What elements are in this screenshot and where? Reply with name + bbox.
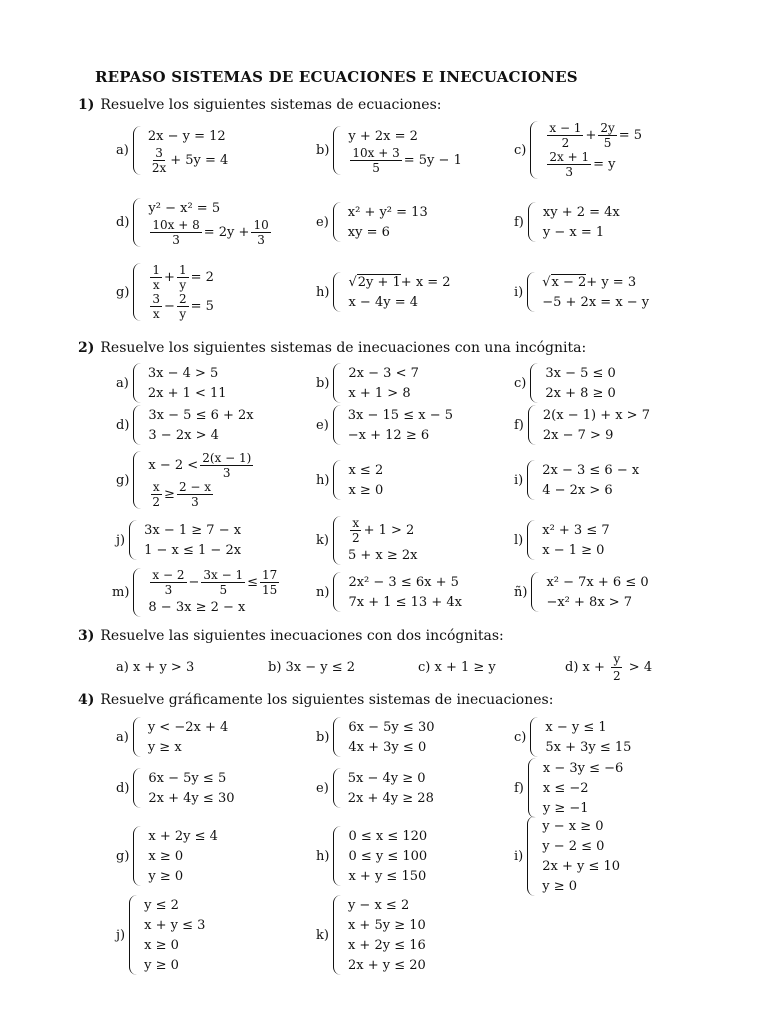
- equation-line: 3x − 1 ≥ 7 − x: [144, 522, 242, 538]
- system-4-k: [316, 895, 426, 975]
- equation-line: y ≤ 2: [144, 897, 179, 913]
- section-number: 3): [78, 628, 95, 644]
- exercise-label: b): [316, 729, 330, 745]
- fraction: $\frac{x - 1}{2}$: [549, 121, 582, 150]
- equation-line: xy + 2 = 4x: [542, 204, 620, 220]
- exercise-label: k): [316, 533, 329, 548]
- exercise-label: g): [116, 284, 130, 300]
- section-number: 1): [78, 97, 95, 113]
- exercise-label: h): [316, 284, 330, 300]
- fraction: $\frac{1}{y}$: [178, 263, 187, 292]
- section-4-heading: [78, 692, 553, 708]
- equation-line: $\frac{x}{2}$ ≥ $\frac{2 - x}{3}$: [152, 480, 212, 509]
- exercise-label: i): [514, 848, 524, 864]
- exercise-label: j): [116, 927, 126, 943]
- equation-line: 5x − 4y ≥ 0: [347, 770, 426, 786]
- equation-line: 2x + 4y ≤ 30: [148, 790, 235, 806]
- equation-line: y ≥ 0: [542, 878, 578, 894]
- fraction: $\frac{3}{2x}$: [151, 146, 167, 175]
- exercise-label: g): [116, 848, 130, 864]
- equation-line: x + y ≤ 3: [144, 917, 206, 933]
- exercise-label: i): [514, 284, 524, 300]
- equation-line: 0 ≤ y ≤ 100: [348, 848, 428, 864]
- equation-line: 3x − 5 ≤ 0: [545, 365, 616, 381]
- equation-line: x² + y² = 13: [347, 204, 428, 220]
- exercise-label: b): [316, 375, 330, 391]
- left-brace-icon: [333, 126, 341, 175]
- equation-line: −x + 12 ≥ 6: [347, 427, 430, 443]
- equation-line: $\frac{1}{x}$ + $\frac{1}{y}$ = 2: [152, 263, 214, 292]
- equation-line: $\frac{10x + 8}{3}$ = 2y + $\frac{10}{3}$: [152, 218, 269, 247]
- system-1-h: [316, 272, 451, 312]
- section-text: Resuelve gráficamente los siguientes sistemas de inecuaciones:: [100, 692, 554, 708]
- left-brace-icon: [333, 717, 341, 757]
- left-brace-icon: [530, 363, 538, 403]
- equation-line: x − 3y ≤ −6: [542, 760, 624, 776]
- section-1-heading: [78, 97, 441, 113]
- equation-line: x ≤ −2: [542, 780, 589, 796]
- equation-line: 2x + y ≤ 20: [347, 957, 426, 973]
- system-2-i: [514, 460, 639, 500]
- equation-line: x + 1 > 8: [348, 385, 411, 401]
- left-brace-icon: [528, 405, 536, 445]
- left-brace-icon: [333, 272, 341, 312]
- exercise-label: a): [116, 375, 129, 391]
- equation-line: y − x ≤ 2: [347, 897, 410, 913]
- equation-line: 2(x − 1) + x > 7: [542, 407, 650, 423]
- inequality-a: a) x + y > 3: [116, 660, 195, 675]
- equation-line: 3x − 4 > 5: [147, 365, 219, 381]
- equation-line: y ≥ x: [147, 739, 182, 755]
- equation-line: 2x + 8 ≥ 0: [545, 385, 616, 401]
- left-brace-icon: [133, 451, 141, 509]
- equation-line: $\frac{3}{x}$ − $\frac{2}{y}$ = 5: [152, 292, 214, 321]
- exercise-label: e): [316, 780, 329, 796]
- left-brace-icon: [530, 717, 538, 757]
- left-brace-icon: [333, 405, 341, 445]
- equation-line: 4x + 3y ≤ 0: [348, 739, 427, 755]
- section-2-heading: [78, 340, 586, 356]
- equation-line: y − 2 ≤ 0: [542, 838, 605, 854]
- system-2-f: [514, 405, 650, 445]
- equation-line: y ≥ 0: [148, 868, 184, 884]
- fraction: $\frac{1}{x}$: [152, 263, 161, 292]
- page-title: REPASO SISTEMAS DE ECUACIONES E INECUACIONES: [95, 68, 578, 86]
- left-brace-icon: [528, 758, 536, 818]
- system-1-e: [316, 202, 428, 242]
- section-text: Resuelve las siguientes inecuaciones con dos incógnitas:: [100, 628, 504, 644]
- fraction: $\frac{2 - x}{3}$: [178, 480, 212, 509]
- system-2-d: [116, 405, 254, 445]
- equation-line: x + 2y ≤ 4: [148, 828, 218, 844]
- equation-line: x ≤ 2: [348, 462, 384, 478]
- equation-line: x − 2 < $\frac{2(x - 1)}{3}$: [148, 451, 252, 480]
- equation-line: x ≥ 0: [144, 937, 179, 953]
- equation-line: 2x + 1 < 11: [147, 385, 227, 401]
- fraction: $\frac{2x + 1}{3}$: [549, 150, 590, 179]
- system-1-b: [316, 126, 462, 175]
- left-brace-icon: [133, 405, 141, 445]
- equation-line: x ≥ 0: [148, 848, 184, 864]
- exercise-label: i): [514, 472, 524, 488]
- exercise-label: d): [116, 215, 130, 230]
- left-brace-icon: [333, 826, 341, 886]
- fraction: $\frac{x}{2}$: [351, 516, 360, 545]
- exercise-label: c): [514, 142, 527, 158]
- system-2-m: [112, 568, 281, 617]
- equation-line: xy = 6: [347, 224, 390, 240]
- left-brace-icon: [333, 516, 341, 565]
- equation-line: 3 − 2x > 4: [148, 427, 219, 443]
- system-2-h: [316, 460, 383, 500]
- exercise-label: m): [112, 585, 130, 600]
- system-2-j: [116, 520, 241, 560]
- equation-line: 5x + 3y ≤ 15: [545, 739, 632, 755]
- left-brace-icon: [527, 460, 535, 500]
- equation-line: x + 5y ≥ 10: [347, 917, 426, 933]
- left-brace-icon: [133, 717, 141, 757]
- exercise-label: a): [116, 729, 129, 745]
- fraction: $\frac{10x + 8}{3}$: [152, 218, 200, 247]
- left-brace-icon: [528, 202, 536, 242]
- equation-line: y ≥ 0: [144, 957, 179, 973]
- system-4-e: [316, 768, 434, 808]
- equation-line: 7x + 1 ≤ 13 + 4x: [348, 594, 462, 610]
- fraction: $\frac{3}{x}$: [152, 292, 161, 321]
- equation-line: 6x − 5y ≤ 5: [148, 770, 227, 786]
- left-brace-icon: [527, 272, 535, 312]
- equation-line: 2x − 7 > 9: [542, 427, 614, 443]
- equation-line: −5 + 2x = x − y: [542, 294, 650, 310]
- system-2-b: [316, 363, 419, 403]
- equation-line: 8 − 3x ≥ 2 − x: [148, 599, 246, 615]
- system-4-f: [514, 758, 623, 818]
- system-2-g: [116, 451, 255, 509]
- fraction: $\frac{3x - 1}{5}$: [203, 568, 244, 597]
- left-brace-icon: [527, 816, 535, 896]
- system-2-l: [514, 520, 610, 560]
- left-brace-icon: [333, 363, 341, 403]
- equation-line: 3x − 15 ≤ x − 5: [347, 407, 453, 423]
- exercise-label: c): [514, 375, 527, 391]
- left-brace-icon: [133, 263, 141, 321]
- equation-line: 1 − x ≤ 1 − 2x: [144, 542, 242, 558]
- equation-line: −x² + 8x > 7: [546, 594, 633, 610]
- left-brace-icon: [527, 520, 535, 560]
- left-brace-icon: [133, 126, 141, 175]
- system-2-a: [116, 363, 227, 403]
- left-brace-icon: [133, 568, 141, 617]
- left-brace-icon: [530, 121, 538, 179]
- left-brace-icon: [133, 826, 141, 886]
- left-brace-icon: [129, 520, 137, 560]
- equation-line: y − x ≥ 0: [542, 818, 604, 834]
- system-1-a: [116, 126, 228, 175]
- left-brace-icon: [333, 202, 341, 242]
- equation-line: y < −2x + 4: [147, 719, 229, 735]
- equation-line: x − y ≤ 1: [545, 719, 607, 735]
- system-2-ñ: [514, 572, 649, 612]
- equation-line: $\frac{10x + 3}{5}$ = 5y − 1: [352, 146, 462, 175]
- equation-line: $\frac{3}{2x}$ + 5y = 4: [151, 146, 229, 175]
- exercise-label: d): [116, 780, 130, 796]
- system-1-i: [514, 272, 649, 312]
- system-4-j: [116, 895, 205, 975]
- equation-line: $\frac{2x + 1}{3}$ = y: [549, 150, 616, 179]
- exercise-label: f): [514, 780, 524, 796]
- left-brace-icon: [129, 895, 137, 975]
- equation-line: y + 2x = 2: [348, 128, 418, 144]
- equation-line: 3x − 5 ≤ 6 + 2x: [148, 407, 254, 423]
- equation-line: x + 2y ≤ 16: [347, 937, 426, 953]
- equation-line: x² − 7x + 6 ≤ 0: [546, 574, 649, 590]
- equation-line: 2x + y ≤ 10: [542, 858, 621, 874]
- exercise-label: h): [316, 472, 330, 488]
- fraction: $\frac{x}{2}$: [152, 480, 161, 509]
- section-3-heading: [78, 628, 504, 644]
- system-2-c: [514, 363, 616, 403]
- equation-line: 2x − y = 12: [147, 128, 226, 144]
- equation-line: 2x² − 3 ≤ 6x + 5: [348, 574, 459, 590]
- equation-line: x ≥ 0: [348, 482, 384, 498]
- exercise-label: ñ): [514, 584, 528, 600]
- exercise-label: e): [316, 417, 329, 433]
- system-4-g: [116, 826, 218, 886]
- system-1-c: [514, 121, 642, 179]
- fraction: $\frac{2}{y}$: [178, 292, 187, 321]
- exercise-label: f): [514, 214, 524, 230]
- system-1-d: [116, 198, 273, 247]
- section-number: 4): [78, 692, 95, 708]
- equation-line: y ≥ −1: [542, 800, 589, 816]
- exercise-label: d): [116, 417, 130, 433]
- equation-line: 5 + x ≥ 2x: [347, 547, 418, 563]
- system-4-i: [514, 816, 620, 896]
- system-2-e: [316, 405, 453, 445]
- equation-line: y − x = 1: [542, 224, 605, 240]
- exercise-label: h): [316, 848, 330, 864]
- equation-line: √2y + 1 + x = 2: [348, 274, 451, 290]
- section-text: Resuelve los siguientes sistemas de ecuaciones:: [100, 97, 442, 113]
- exercise-label: g): [116, 472, 130, 488]
- exercise-label: k): [316, 927, 329, 943]
- section-number: 2): [78, 340, 95, 356]
- left-brace-icon: [531, 572, 539, 612]
- equation-line: $\frac{x}{2}$ + 1 > 2: [351, 516, 415, 545]
- fraction: $\frac{10x + 3}{5}$: [352, 146, 400, 175]
- system-2-n: [316, 572, 462, 612]
- equation-line: $\frac{x - 1}{2}$ + $\frac{2y}{5}$ = 5: [549, 121, 643, 150]
- exercise-label: f): [514, 417, 524, 433]
- equation-line: 0 ≤ x ≤ 120: [348, 828, 428, 844]
- equation-line: x² + 3 ≤ 7: [542, 522, 610, 538]
- exercise-label: l): [514, 532, 524, 548]
- left-brace-icon: [133, 198, 141, 247]
- system-4-b: [316, 717, 434, 757]
- equation-line: 2x − 3 ≤ 6 − x: [542, 462, 640, 478]
- section-text: Resuelve los siguientes sistemas de inecuaciones con una incógnita:: [100, 340, 587, 356]
- equation-line: x − 1 ≥ 0: [542, 542, 605, 558]
- fraction: $\frac{x - 2}{3}$: [152, 568, 185, 597]
- inequality-b: b) 3x − y ≤ 2: [268, 660, 356, 675]
- system-1-g: [116, 263, 214, 321]
- left-brace-icon: [333, 768, 341, 808]
- equation-line: y² − x² = 5: [148, 200, 221, 216]
- equation-line: x − 4y = 4: [348, 294, 418, 310]
- exercise-label: e): [316, 214, 329, 230]
- left-brace-icon: [333, 460, 341, 500]
- equation-line: x + y ≤ 150: [348, 868, 427, 884]
- equation-line: 2x + 4y ≥ 28: [347, 790, 434, 806]
- system-4-a: [116, 717, 228, 757]
- exercise-label: j): [116, 532, 126, 548]
- equation-line: 6x − 5y ≤ 30: [348, 719, 435, 735]
- fraction: $\frac{10}{3}$: [253, 218, 269, 247]
- system-1-f: [514, 202, 620, 242]
- exercise-label: c): [514, 729, 527, 745]
- fraction: $\frac{2y}{5}$: [600, 121, 615, 150]
- inequality-c: c) x + 1 ≥ y: [418, 660, 496, 675]
- left-brace-icon: [133, 363, 141, 403]
- left-brace-icon: [333, 895, 341, 975]
- fraction: $\frac{17}{15}$: [262, 568, 278, 597]
- fraction: $\frac{y}{2}$: [613, 652, 621, 683]
- inequality-d: d) x + $\frac{y}{2}$ > 4: [565, 652, 653, 683]
- equation-line: 4 − 2x > 6: [542, 482, 613, 498]
- system-4-c: [514, 717, 631, 757]
- equation-line: $\frac{x - 2}{3}$ − $\frac{3x - 1}{5}$ ≤ $\frac{17}{15}$: [152, 568, 278, 597]
- system-4-d: [116, 768, 234, 808]
- fraction: $\frac{2(x - 1)}{3}$: [202, 451, 252, 480]
- left-brace-icon: [333, 572, 341, 612]
- system-2-k: [316, 516, 417, 565]
- equation-line: 2x − 3 < 7: [348, 365, 419, 381]
- system-4-h: [316, 826, 427, 886]
- equation-line: √x − 2 + y = 3: [542, 274, 637, 290]
- exercise-label: a): [116, 143, 129, 158]
- left-brace-icon: [133, 768, 141, 808]
- exercise-label: b): [316, 143, 330, 158]
- exercise-label: n): [316, 584, 330, 600]
